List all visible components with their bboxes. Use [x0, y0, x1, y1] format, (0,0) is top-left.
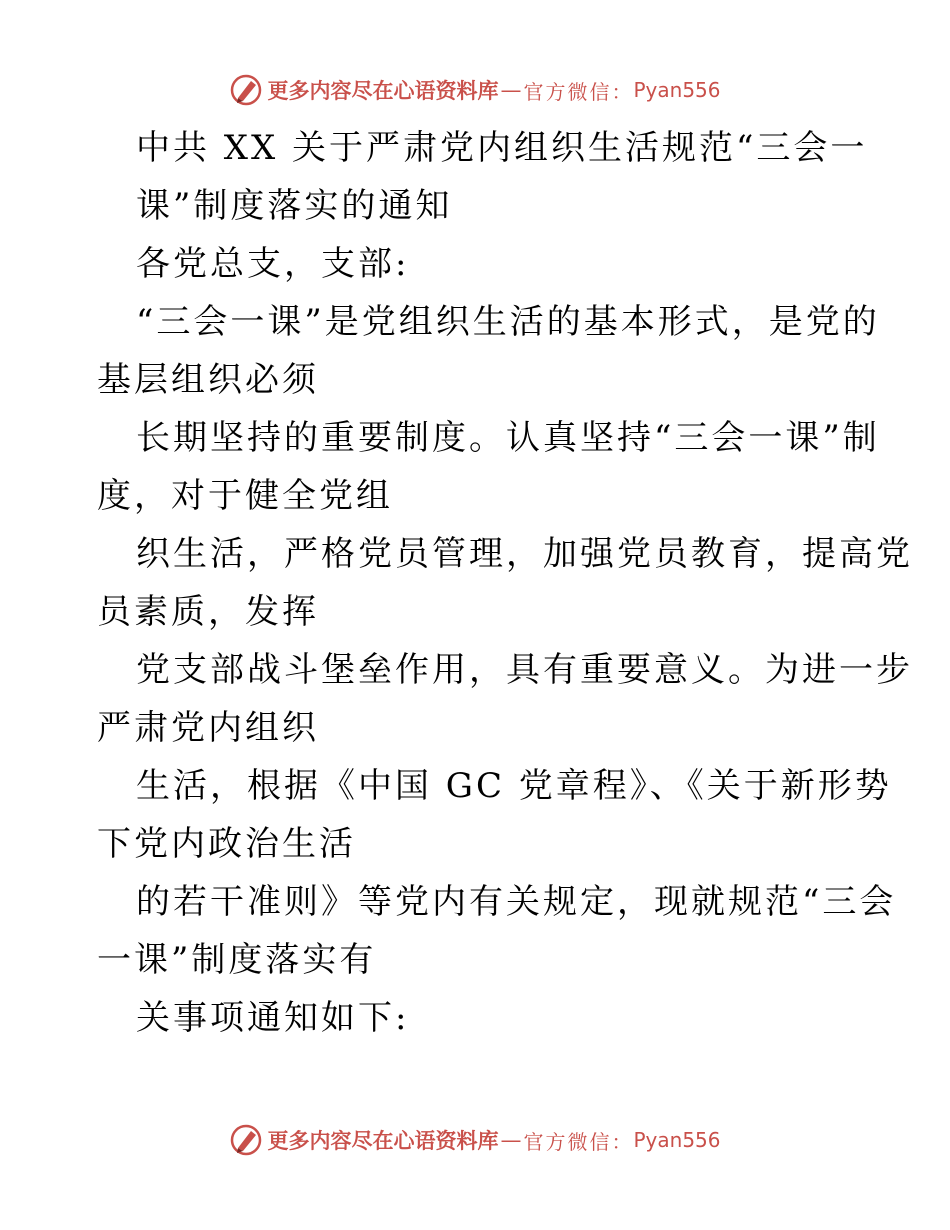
- watermark-id: Pyan556: [633, 1128, 721, 1152]
- doc-text-line: 党支部战斗堡垒作用，具有重要意义。为进一步: [136, 650, 913, 690]
- doc-text-line: “三会一课”是党组织生活的基本形式，是党的: [136, 302, 880, 342]
- watermark-separator: —: [500, 1128, 522, 1152]
- watermark-label: 官方微信：: [523, 79, 634, 104]
- doc-title-line-2: 课”制度落实的通知: [136, 186, 453, 226]
- watermark-id: Pyan556: [633, 78, 721, 102]
- doc-text-line: 严肃党内组织: [97, 708, 319, 748]
- doc-text-line: 一课”制度落实有: [97, 940, 377, 980]
- doc-text-line: 基层组织必须: [97, 360, 319, 400]
- watermark-separator: —: [500, 78, 522, 102]
- watermark-label: 官方微信：: [523, 1129, 634, 1154]
- pen-logo-icon: [229, 73, 263, 107]
- doc-text-line: 度，对于健全党组: [97, 476, 393, 516]
- doc-salutation: 各党总支，支部:: [136, 244, 410, 284]
- pen-logo-icon: [229, 1123, 263, 1157]
- doc-text-line: 员素质，发挥: [97, 592, 319, 632]
- doc-text-line: 生活，根据《中国 GC 党章程》、《关于新形势: [136, 766, 892, 806]
- doc-text-line: 下党内政治生活: [97, 824, 356, 864]
- doc-title-line-1: 中共 XX 关于严肃党内组织生活规范“三会一: [136, 128, 868, 168]
- doc-text-line: 关事项通知如下:: [136, 998, 410, 1038]
- watermark-text: 更多内容尽在心语资料库: [267, 1128, 499, 1153]
- doc-text-line: 长期坚持的重要制度。认真坚持“三会一课”制: [136, 418, 880, 458]
- doc-text-line: 的若干准则》等党内有关规定，现就规范“三会: [136, 882, 897, 922]
- header-watermark: [0, 70, 950, 110]
- doc-text-line: 织生活，严格党员管理，加强党员教育，提高党: [136, 534, 913, 574]
- footer-watermark: [0, 1120, 950, 1160]
- watermark-text: 更多内容尽在心语资料库: [267, 78, 499, 103]
